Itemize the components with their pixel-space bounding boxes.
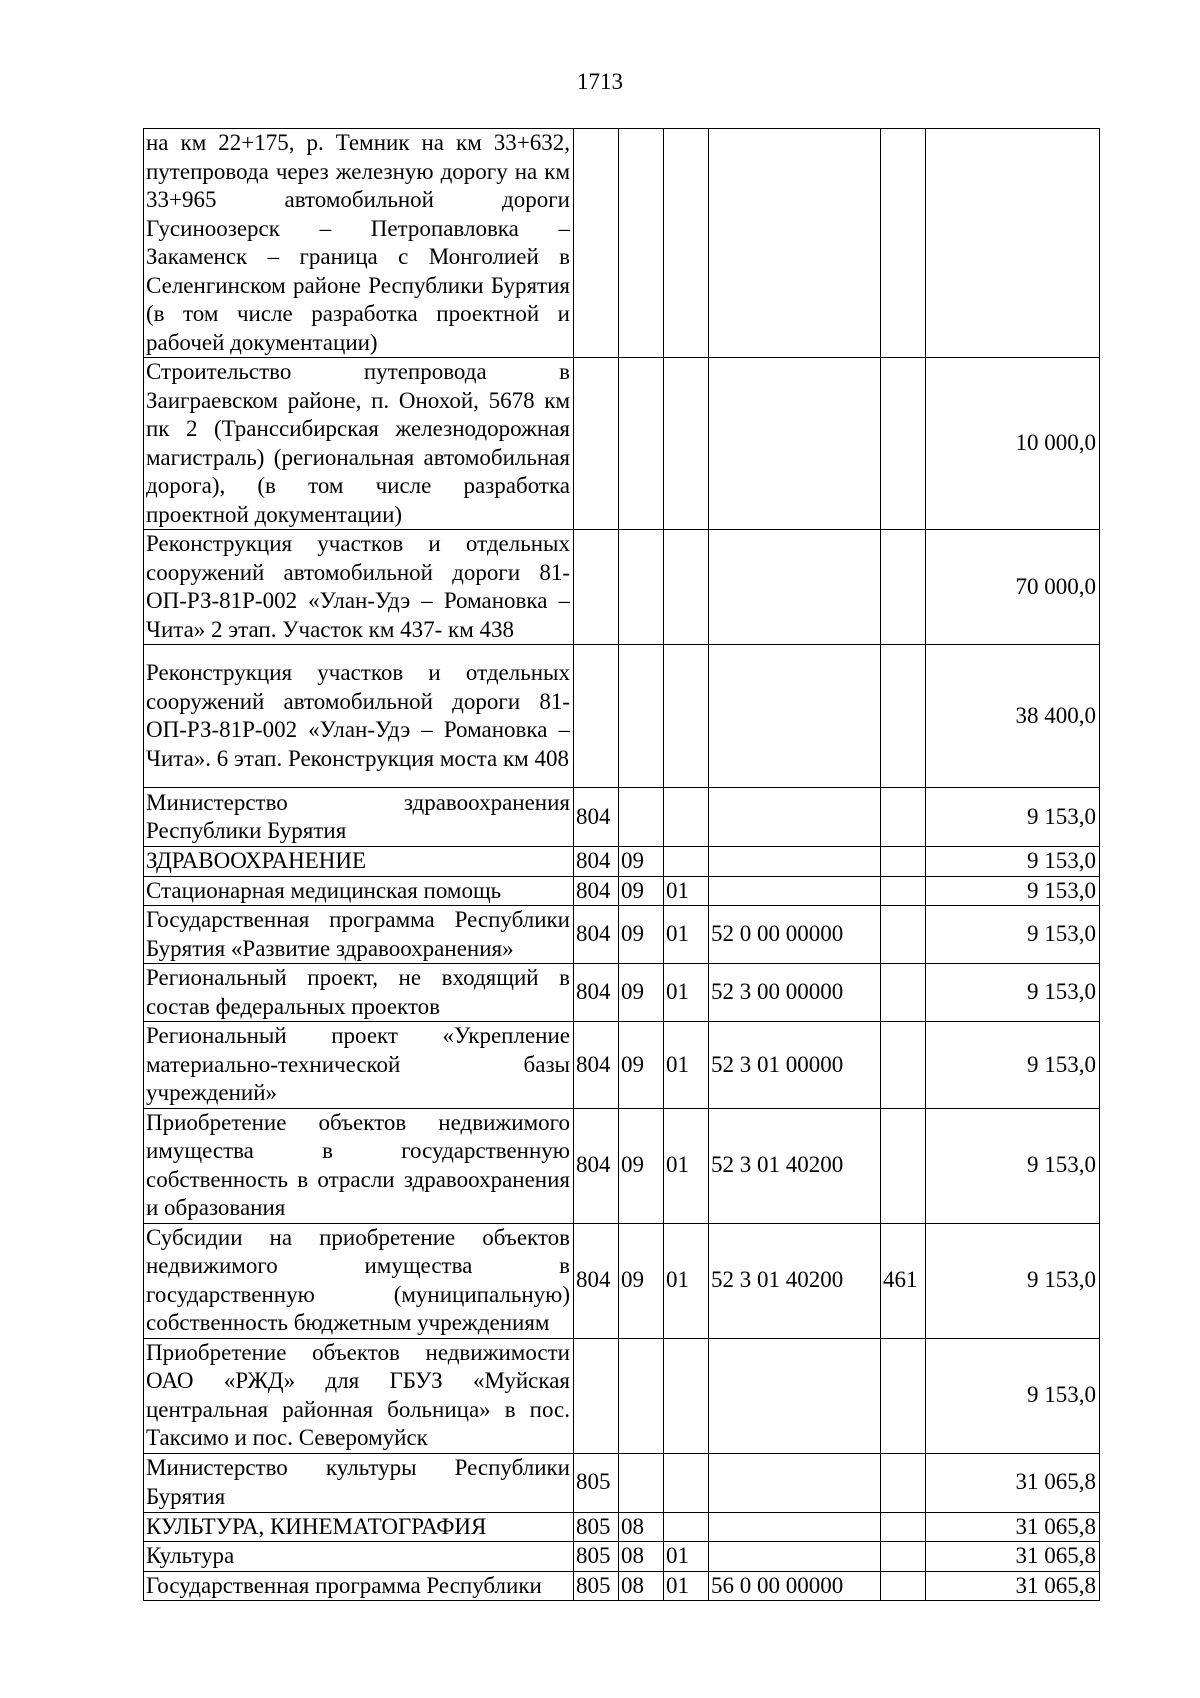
row-section-code-cell (619, 1453, 664, 1512)
row-target-article-cell: 52 3 01 40200 (709, 1223, 881, 1338)
row-ministry-code-cell (574, 645, 619, 788)
row-target-article-cell (709, 129, 881, 358)
row-expense-type-cell (881, 530, 926, 645)
table-row (144, 964, 1100, 1022)
row-ministry-code-cell: 804 (574, 1022, 619, 1109)
table-row (144, 645, 1100, 788)
row-expense-type-cell (881, 964, 926, 1022)
row-subsection-code-cell: 01 (664, 876, 709, 906)
row-ministry-code-cell: 805 (574, 1453, 619, 1512)
row-subsection-code-cell: 01 (664, 906, 709, 964)
table-row (144, 1453, 1100, 1512)
row-subsection-code-cell: 01 (664, 1108, 709, 1223)
row-subsection-code-cell (664, 530, 709, 645)
row-expense-type-cell (881, 1571, 926, 1601)
table-row (144, 1108, 1100, 1223)
row-section-code-cell: 08 (619, 1571, 664, 1601)
row-ministry-code-cell: 805 (574, 1571, 619, 1601)
row-subsection-code-cell: 01 (664, 1022, 709, 1109)
row-subsection-code-cell: 01 (664, 964, 709, 1022)
row-expense-type-cell (881, 129, 926, 358)
row-name-cell: КУЛЬТУРА, КИНЕМАТОГРАФИЯ (144, 1512, 574, 1542)
row-section-code-cell: 09 (619, 876, 664, 906)
row-amount-cell: 9 153,0 (926, 788, 1100, 847)
row-subsection-code-cell (664, 1338, 709, 1453)
row-section-code-cell: 09 (619, 1108, 664, 1223)
table-row (144, 129, 1100, 358)
row-amount-cell: 9 153,0 (926, 964, 1100, 1022)
row-ministry-code-cell (574, 129, 619, 358)
row-target-article-cell: 56 0 00 00000 (709, 1571, 881, 1601)
row-ministry-code-cell: 805 (574, 1542, 619, 1572)
table-row (144, 906, 1100, 964)
row-section-code-cell: 09 (619, 906, 664, 964)
row-amount-cell: 9 153,0 (926, 906, 1100, 964)
row-ministry-code-cell (574, 1338, 619, 1453)
row-amount-cell: 38 400,0 (926, 645, 1100, 788)
row-ministry-code-cell (574, 530, 619, 645)
row-target-article-cell (709, 358, 881, 530)
row-section-code-cell (619, 129, 664, 358)
page-number: 1713 (577, 69, 623, 94)
row-expense-type-cell (881, 1453, 926, 1512)
row-section-code-cell (619, 530, 664, 645)
row-subsection-code-cell (664, 847, 709, 877)
row-ministry-code-cell: 804 (574, 788, 619, 847)
table-row (144, 1542, 1100, 1572)
row-subsection-code-cell (664, 1512, 709, 1542)
table-row (144, 1338, 1100, 1453)
row-amount-cell: 9 153,0 (926, 1338, 1100, 1453)
row-name-cell: Государственная программа Республики (144, 1571, 574, 1601)
row-expense-type-cell (881, 876, 926, 906)
row-ministry-code-cell: 804 (574, 876, 619, 906)
row-expense-type-cell (881, 906, 926, 964)
row-expense-type-cell: 461 (881, 1223, 926, 1338)
row-subsection-code-cell (664, 788, 709, 847)
row-name-cell: Строительство путепровода в Заиграевском районе, п. Онохой, 5678 км пк 2 (Транссибирская железнодорожная магистраль) (региональная автомобильная дорога), (в том числе разработка проектной документации) (144, 358, 574, 530)
row-subsection-code-cell (664, 1453, 709, 1512)
row-name-cell: Приобретение объектов недвижимого имущества в государственную собственность в отрасли здравоохранения и образования (144, 1108, 574, 1223)
row-name-cell: Стационарная медицинская помощь (144, 876, 574, 906)
row-name-cell: Региональный проект, не входящий в состав федеральных проектов (144, 964, 574, 1022)
row-amount-cell: 70 000,0 (926, 530, 1100, 645)
row-amount-cell: 9 153,0 (926, 1022, 1100, 1109)
row-section-code-cell: 09 (619, 1022, 664, 1109)
row-target-article-cell: 52 0 00 00000 (709, 906, 881, 964)
row-name-cell: Министерство культуры Республики Бурятия (144, 1453, 574, 1512)
row-target-article-cell: 52 3 00 00000 (709, 964, 881, 1022)
row-target-article-cell: 52 3 01 00000 (709, 1022, 881, 1109)
row-expense-type-cell (881, 645, 926, 788)
row-expense-type-cell (881, 1542, 926, 1572)
row-subsection-code-cell: 01 (664, 1542, 709, 1572)
row-expense-type-cell (881, 788, 926, 847)
row-section-code-cell (619, 788, 664, 847)
row-name-cell: Региональный проект «Укрепление материально-технической базы учреждений» (144, 1022, 574, 1109)
row-target-article-cell (709, 876, 881, 906)
table-row (144, 358, 1100, 530)
budget-table (143, 128, 1100, 1601)
row-ministry-code-cell: 804 (574, 964, 619, 1022)
row-subsection-code-cell: 01 (664, 1223, 709, 1338)
budget-table-body (144, 129, 1100, 1601)
row-section-code-cell (619, 1338, 664, 1453)
row-section-code-cell: 08 (619, 1512, 664, 1542)
row-name-cell: Реконструкция участков и отдельных сооружений автомобильной дороги 81-ОП-РЗ-81Р-002 «Улан-Удэ – Романовка – Чита». 6 этап. Реконструкция моста км 408 (144, 645, 574, 788)
row-expense-type-cell (881, 847, 926, 877)
row-amount-cell: 9 153,0 (926, 847, 1100, 877)
row-expense-type-cell (881, 1108, 926, 1223)
row-name-cell: Субсидии на приобретение объектов недвижимого имущества в государственную (муниципальную) собственность бюджетным учреждениям (144, 1223, 574, 1338)
row-section-code-cell: 08 (619, 1542, 664, 1572)
row-amount-cell: 31 065,8 (926, 1453, 1100, 1512)
row-ministry-code-cell: 804 (574, 1108, 619, 1223)
row-section-code-cell: 09 (619, 847, 664, 877)
row-subsection-code-cell (664, 129, 709, 358)
row-target-article-cell (709, 1453, 881, 1512)
row-section-code-cell: 09 (619, 1223, 664, 1338)
row-target-article-cell (709, 530, 881, 645)
row-amount-cell: 31 065,8 (926, 1542, 1100, 1572)
row-expense-type-cell (881, 358, 926, 530)
row-name-cell: Культура (144, 1542, 574, 1572)
table-row (144, 788, 1100, 847)
table-row (144, 1512, 1100, 1542)
row-name-cell: ЗДРАВООХРАНЕНИЕ (144, 847, 574, 877)
row-subsection-code-cell (664, 645, 709, 788)
row-ministry-code-cell: 804 (574, 906, 619, 964)
row-ministry-code-cell: 804 (574, 1223, 619, 1338)
table-row (144, 876, 1100, 906)
row-target-article-cell (709, 1338, 881, 1453)
row-section-code-cell (619, 358, 664, 530)
row-amount-cell: 31 065,8 (926, 1512, 1100, 1542)
row-amount-cell: 9 153,0 (926, 876, 1100, 906)
row-ministry-code-cell: 804 (574, 847, 619, 877)
row-subsection-code-cell: 01 (664, 1571, 709, 1601)
row-ministry-code-cell: 805 (574, 1512, 619, 1542)
row-name-cell: Реконструкция участков и отдельных сооружений автомобильной дороги 81-ОП-РЗ-81Р-002 «Улан-Удэ – Романовка – Чита» 2 этап. Участок км 437- км 438 (144, 530, 574, 645)
row-subsection-code-cell (664, 358, 709, 530)
table-row (144, 1571, 1100, 1601)
row-expense-type-cell (881, 1022, 926, 1109)
row-name-cell: Государственная программа Республики Бурятия «Развитие здравоохранения» (144, 906, 574, 964)
row-ministry-code-cell (574, 358, 619, 530)
row-target-article-cell: 52 3 01 40200 (709, 1108, 881, 1223)
row-target-article-cell (709, 645, 881, 788)
row-target-article-cell (709, 1512, 881, 1542)
row-amount-cell: 31 065,8 (926, 1571, 1100, 1601)
row-amount-cell: 9 153,0 (926, 1108, 1100, 1223)
row-target-article-cell (709, 847, 881, 877)
table-row (144, 1223, 1100, 1338)
row-section-code-cell (619, 645, 664, 788)
row-target-article-cell (709, 788, 881, 847)
row-name-cell: Приобретение объектов недвижимости ОАО «РЖД» для ГБУЗ «Муйская центральная районная больница» в пос. Таксимо и пос. Северомуйск (144, 1338, 574, 1453)
table-row (144, 847, 1100, 877)
row-section-code-cell: 09 (619, 964, 664, 1022)
row-amount-cell: 10 000,0 (926, 358, 1100, 530)
row-name-cell: Министерство здравоохранения Республики Бурятия (144, 788, 574, 847)
table-row (144, 1022, 1100, 1109)
row-amount-cell (926, 129, 1100, 358)
row-target-article-cell (709, 1542, 881, 1572)
row-expense-type-cell (881, 1338, 926, 1453)
row-name-cell: на км 22+175, р. Темник на км 33+632, путепровода через железную дорогу на км 33+965 автомобильной дороги Гусиноозерск – Петропавловка – Закаменск – граница с Монголией в Селенгинском районе Республики Бурятия (в том числе разработка проектной и рабочей документации) (144, 129, 574, 358)
table-row (144, 530, 1100, 645)
row-expense-type-cell (881, 1512, 926, 1542)
row-amount-cell: 9 153,0 (926, 1223, 1100, 1338)
